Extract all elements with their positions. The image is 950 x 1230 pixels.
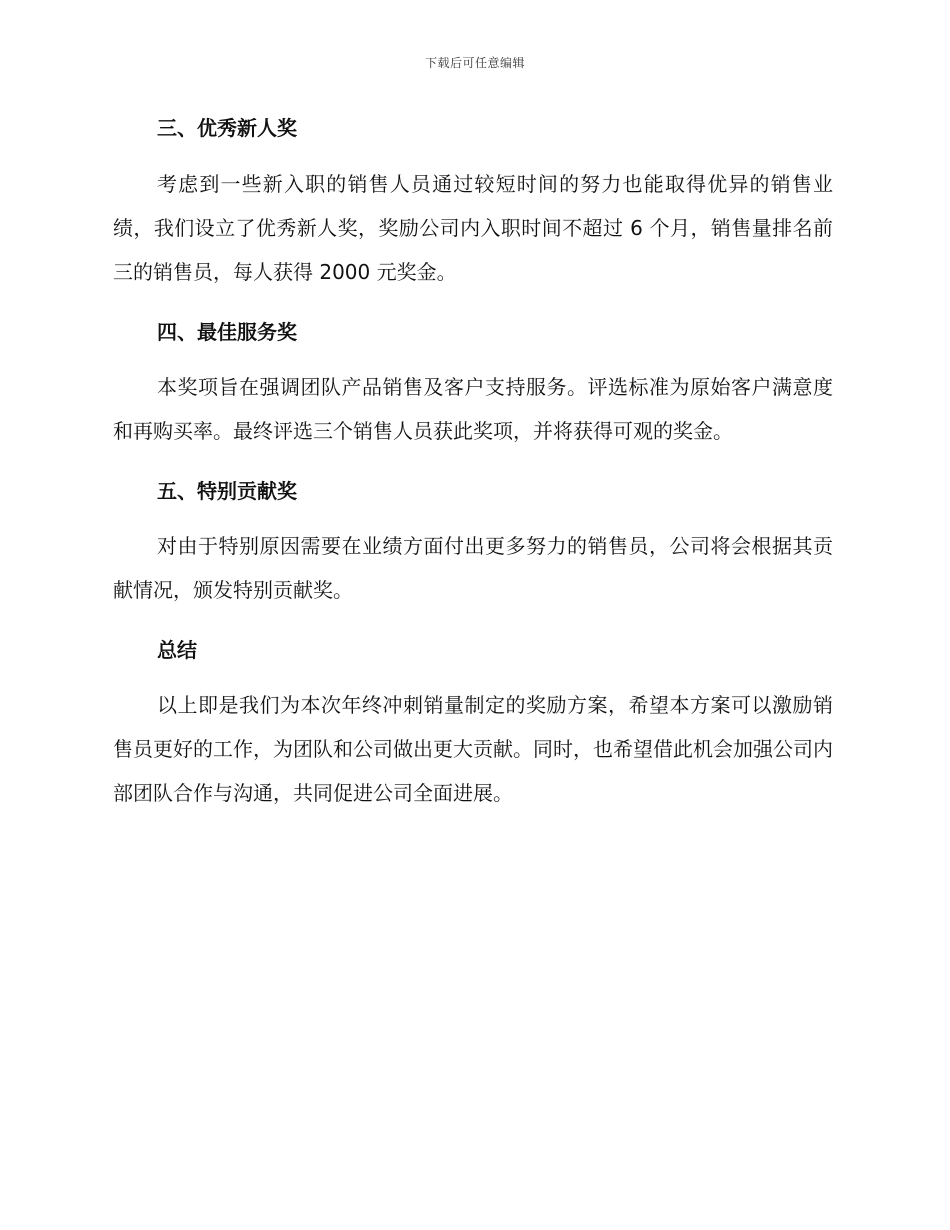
section-paragraph-outstanding-newcomer: 考虑到一些新入职的销售人员通过较短时间的努力也能取得优异的销售业绩，我们设立了优秀新人奖，奖励公司内入职时间不超过 6 个月，销售量排名前三的销售员，每人获得 2000 元奖金。 — [113, 172, 833, 284]
section-paragraph-special-contribution: 对由于特别原因需要在业绩方面付出更多努力的销售员，公司将会根据其贡献情况，颁发特别贡献奖。 — [113, 534, 833, 602]
section-paragraph-summary: 以上即是我们为本次年终冲刺销量制定的奖励方案，希望本方案可以激励销售员更好的工作，为团队和公司做出更大贡献。同时，也希望借此机会加强公司内部团队合作与沟通，共同促进公司全面进展。 — [113, 693, 833, 805]
section-paragraph-best-service: 本奖项旨在强调团队产品销售及客户支持服务。评选标准为原始客户满意度和再购买率。最终评选三个销售人员获此奖项，并将获得可观的奖金。 — [113, 375, 833, 443]
section-heading-best-service: 四、最佳服务奖 — [157, 320, 297, 344]
page-header: 下载后可任意编辑 — [424, 56, 525, 70]
section-heading-special-contribution: 五、特别贡献奖 — [157, 479, 297, 503]
section-heading-summary: 总结 — [157, 638, 197, 662]
section-heading-outstanding-newcomer: 三、优秀新人奖 — [157, 116, 297, 140]
document-body — [113, 112, 833, 815]
